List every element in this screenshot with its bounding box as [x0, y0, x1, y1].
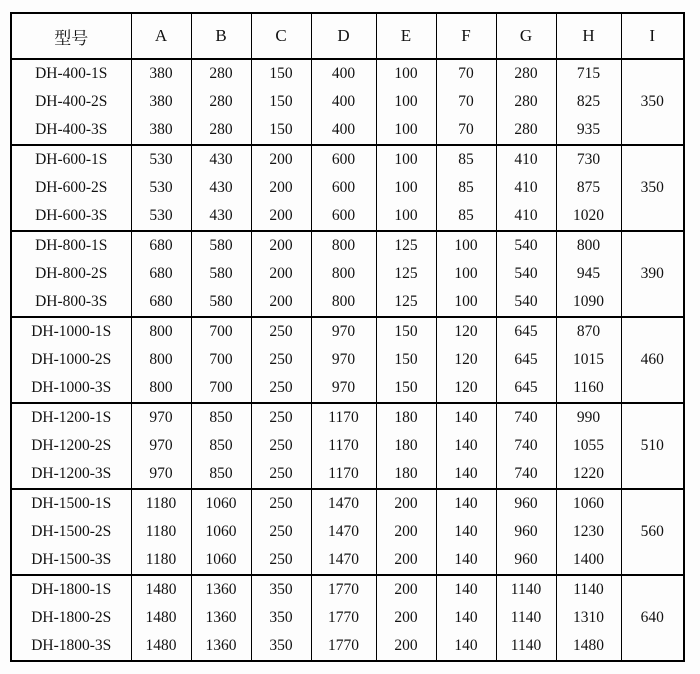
table-row	[11, 288, 684, 317]
value-cell: 120	[436, 317, 496, 346]
table-row	[11, 59, 684, 88]
value-cell: 70	[436, 88, 496, 116]
model-cell: DH-1200-2S	[11, 432, 131, 460]
table-row	[11, 403, 684, 432]
table-row	[11, 575, 684, 604]
value-cell: 1170	[311, 432, 376, 460]
value-cell: 100	[376, 202, 436, 231]
value-cell: 100	[376, 145, 436, 174]
value-cell: 700	[191, 346, 251, 374]
value-cell: 200	[376, 575, 436, 604]
value-cell: 380	[131, 116, 191, 145]
value-cell: 140	[436, 460, 496, 489]
spec-group	[11, 575, 684, 661]
model-cell: DH-400-2S	[11, 88, 131, 116]
value-cell: 140	[436, 432, 496, 460]
spec-group	[11, 403, 684, 489]
value-cell: 150	[376, 346, 436, 374]
value-cell: 280	[191, 116, 251, 145]
value-cell: 1480	[131, 632, 191, 661]
value-cell: 180	[376, 460, 436, 489]
header-cell-g: G	[496, 13, 556, 59]
table-row	[11, 88, 684, 116]
model-cell: DH-1200-1S	[11, 403, 131, 432]
merged-i-cell: 640	[621, 575, 684, 661]
value-cell: 280	[496, 59, 556, 88]
value-cell: 200	[376, 518, 436, 546]
value-cell: 1015	[556, 346, 621, 374]
model-cell: DH-1000-3S	[11, 374, 131, 403]
model-cell: DH-600-3S	[11, 202, 131, 231]
value-cell: 800	[556, 231, 621, 260]
value-cell: 200	[251, 202, 311, 231]
header-cell-i: I	[621, 13, 684, 59]
header-cell-model: 型号	[11, 13, 131, 59]
model-cell: DH-1800-2S	[11, 604, 131, 632]
table-row	[11, 518, 684, 546]
value-cell: 700	[191, 317, 251, 346]
header-cell-f: F	[436, 13, 496, 59]
value-cell: 350	[251, 604, 311, 632]
value-cell: 100	[376, 88, 436, 116]
value-cell: 530	[131, 202, 191, 231]
value-cell: 600	[311, 145, 376, 174]
value-cell: 100	[376, 59, 436, 88]
model-cell: DH-800-2S	[11, 260, 131, 288]
value-cell: 250	[251, 403, 311, 432]
model-cell: DH-800-3S	[11, 288, 131, 317]
value-cell: 970	[131, 460, 191, 489]
value-cell: 250	[251, 546, 311, 575]
value-cell: 125	[376, 231, 436, 260]
model-cell: DH-800-1S	[11, 231, 131, 260]
value-cell: 1140	[556, 575, 621, 604]
value-cell: 85	[436, 174, 496, 202]
value-cell: 935	[556, 116, 621, 145]
value-cell: 280	[191, 59, 251, 88]
table-row	[11, 489, 684, 518]
value-cell: 1060	[191, 546, 251, 575]
value-cell: 580	[191, 231, 251, 260]
merged-i-cell: 350	[621, 59, 684, 145]
value-cell: 150	[376, 317, 436, 346]
value-cell: 1360	[191, 632, 251, 661]
value-cell: 400	[311, 116, 376, 145]
value-cell: 580	[191, 288, 251, 317]
value-cell: 680	[131, 231, 191, 260]
value-cell: 540	[496, 288, 556, 317]
value-cell: 970	[311, 346, 376, 374]
spec-group	[11, 59, 684, 145]
value-cell: 250	[251, 489, 311, 518]
value-cell: 740	[496, 460, 556, 489]
model-cell: DH-1500-3S	[11, 546, 131, 575]
value-cell: 200	[251, 231, 311, 260]
value-cell: 800	[131, 317, 191, 346]
value-cell: 1140	[496, 575, 556, 604]
value-cell: 200	[376, 604, 436, 632]
value-cell: 1770	[311, 632, 376, 661]
value-cell: 680	[131, 260, 191, 288]
value-cell: 250	[251, 432, 311, 460]
model-cell: DH-1500-1S	[11, 489, 131, 518]
table-header	[11, 13, 684, 59]
value-cell: 1310	[556, 604, 621, 632]
value-cell: 200	[376, 489, 436, 518]
value-cell: 100	[436, 260, 496, 288]
value-cell: 850	[191, 432, 251, 460]
value-cell: 960	[496, 546, 556, 575]
header-cell-e: E	[376, 13, 436, 59]
spec-table-container	[10, 12, 685, 662]
value-cell: 1480	[131, 575, 191, 604]
header-row	[11, 13, 684, 59]
value-cell: 715	[556, 59, 621, 88]
merged-i-cell: 560	[621, 489, 684, 575]
value-cell: 250	[251, 346, 311, 374]
value-cell: 200	[376, 546, 436, 575]
value-cell: 800	[131, 346, 191, 374]
value-cell: 350	[251, 575, 311, 604]
value-cell: 430	[191, 202, 251, 231]
value-cell: 1770	[311, 604, 376, 632]
value-cell: 645	[496, 374, 556, 403]
table-row	[11, 145, 684, 174]
value-cell: 1480	[556, 632, 621, 661]
value-cell: 150	[376, 374, 436, 403]
value-cell: 1770	[311, 575, 376, 604]
model-cell: DH-400-1S	[11, 59, 131, 88]
value-cell: 800	[311, 231, 376, 260]
value-cell: 1470	[311, 489, 376, 518]
spec-group	[11, 145, 684, 231]
value-cell: 1220	[556, 460, 621, 489]
value-cell: 140	[436, 632, 496, 661]
value-cell: 1140	[496, 632, 556, 661]
value-cell: 850	[191, 403, 251, 432]
value-cell: 140	[436, 575, 496, 604]
value-cell: 1060	[556, 489, 621, 518]
value-cell: 400	[311, 59, 376, 88]
value-cell: 825	[556, 88, 621, 116]
value-cell: 1055	[556, 432, 621, 460]
value-cell: 600	[311, 202, 376, 231]
value-cell: 120	[436, 346, 496, 374]
model-cell: DH-1800-1S	[11, 575, 131, 604]
model-cell: DH-1000-1S	[11, 317, 131, 346]
header-cell-h: H	[556, 13, 621, 59]
value-cell: 140	[436, 489, 496, 518]
value-cell: 120	[436, 374, 496, 403]
value-cell: 250	[251, 317, 311, 346]
value-cell: 970	[131, 432, 191, 460]
table-row	[11, 202, 684, 231]
value-cell: 875	[556, 174, 621, 202]
value-cell: 410	[496, 202, 556, 231]
value-cell: 1140	[496, 604, 556, 632]
table-row	[11, 317, 684, 346]
value-cell: 580	[191, 260, 251, 288]
spec-table	[10, 12, 685, 662]
value-cell: 1090	[556, 288, 621, 317]
value-cell: 600	[311, 174, 376, 202]
header-cell-d: D	[311, 13, 376, 59]
value-cell: 140	[436, 546, 496, 575]
value-cell: 970	[311, 317, 376, 346]
value-cell: 1060	[191, 489, 251, 518]
table-row	[11, 116, 684, 145]
value-cell: 990	[556, 403, 621, 432]
table-row	[11, 604, 684, 632]
value-cell: 250	[251, 518, 311, 546]
value-cell: 280	[496, 116, 556, 145]
value-cell: 200	[251, 288, 311, 317]
value-cell: 380	[131, 88, 191, 116]
value-cell: 200	[251, 260, 311, 288]
value-cell: 100	[376, 174, 436, 202]
value-cell: 350	[251, 632, 311, 661]
table-row	[11, 346, 684, 374]
model-cell: DH-1800-3S	[11, 632, 131, 661]
header-cell-c: C	[251, 13, 311, 59]
value-cell: 1170	[311, 460, 376, 489]
value-cell: 945	[556, 260, 621, 288]
value-cell: 280	[191, 88, 251, 116]
value-cell: 430	[191, 174, 251, 202]
value-cell: 800	[131, 374, 191, 403]
value-cell: 150	[251, 59, 311, 88]
value-cell: 1470	[311, 546, 376, 575]
value-cell: 150	[251, 88, 311, 116]
value-cell: 100	[436, 288, 496, 317]
value-cell: 1230	[556, 518, 621, 546]
value-cell: 1060	[191, 518, 251, 546]
value-cell: 180	[376, 432, 436, 460]
value-cell: 125	[376, 260, 436, 288]
value-cell: 540	[496, 260, 556, 288]
value-cell: 380	[131, 59, 191, 88]
value-cell: 410	[496, 145, 556, 174]
table-row	[11, 231, 684, 260]
value-cell: 960	[496, 518, 556, 546]
value-cell: 970	[311, 374, 376, 403]
value-cell: 1180	[131, 546, 191, 575]
value-cell: 740	[496, 432, 556, 460]
value-cell: 1170	[311, 403, 376, 432]
value-cell: 250	[251, 460, 311, 489]
value-cell: 700	[191, 374, 251, 403]
merged-i-cell: 460	[621, 317, 684, 403]
value-cell: 850	[191, 460, 251, 489]
spec-group	[11, 231, 684, 317]
value-cell: 180	[376, 403, 436, 432]
value-cell: 870	[556, 317, 621, 346]
value-cell: 645	[496, 317, 556, 346]
model-cell: DH-600-1S	[11, 145, 131, 174]
table-row	[11, 260, 684, 288]
value-cell: 1180	[131, 518, 191, 546]
value-cell: 70	[436, 116, 496, 145]
table-row	[11, 546, 684, 575]
value-cell: 100	[436, 231, 496, 260]
model-cell: DH-400-3S	[11, 116, 131, 145]
merged-i-cell: 390	[621, 231, 684, 317]
value-cell: 730	[556, 145, 621, 174]
model-cell: DH-1000-2S	[11, 346, 131, 374]
value-cell: 1180	[131, 489, 191, 518]
value-cell: 960	[496, 489, 556, 518]
value-cell: 250	[251, 374, 311, 403]
value-cell: 280	[496, 88, 556, 116]
merged-i-cell: 510	[621, 403, 684, 489]
model-cell: DH-1500-2S	[11, 518, 131, 546]
value-cell: 430	[191, 145, 251, 174]
value-cell: 1020	[556, 202, 621, 231]
model-cell: DH-600-2S	[11, 174, 131, 202]
value-cell: 140	[436, 518, 496, 546]
value-cell: 1160	[556, 374, 621, 403]
value-cell: 200	[251, 174, 311, 202]
table-row	[11, 460, 684, 489]
header-cell-b: B	[191, 13, 251, 59]
spec-group	[11, 489, 684, 575]
value-cell: 200	[376, 632, 436, 661]
value-cell: 140	[436, 604, 496, 632]
value-cell: 1360	[191, 575, 251, 604]
value-cell: 530	[131, 174, 191, 202]
value-cell: 800	[311, 260, 376, 288]
value-cell: 140	[436, 403, 496, 432]
model-cell: DH-1200-3S	[11, 460, 131, 489]
value-cell: 970	[131, 403, 191, 432]
value-cell: 800	[311, 288, 376, 317]
table-row	[11, 374, 684, 403]
spec-group	[11, 317, 684, 403]
table-row	[11, 432, 684, 460]
value-cell: 645	[496, 346, 556, 374]
value-cell: 70	[436, 59, 496, 88]
value-cell: 540	[496, 231, 556, 260]
value-cell: 100	[376, 116, 436, 145]
value-cell: 680	[131, 288, 191, 317]
value-cell: 85	[436, 202, 496, 231]
value-cell: 400	[311, 88, 376, 116]
value-cell: 1480	[131, 604, 191, 632]
value-cell: 410	[496, 174, 556, 202]
value-cell: 1470	[311, 518, 376, 546]
value-cell: 200	[251, 145, 311, 174]
value-cell: 125	[376, 288, 436, 317]
value-cell: 85	[436, 145, 496, 174]
merged-i-cell: 350	[621, 145, 684, 231]
value-cell: 740	[496, 403, 556, 432]
table-row	[11, 174, 684, 202]
value-cell: 1360	[191, 604, 251, 632]
value-cell: 530	[131, 145, 191, 174]
value-cell: 150	[251, 116, 311, 145]
header-cell-a: A	[131, 13, 191, 59]
value-cell: 1400	[556, 546, 621, 575]
table-row	[11, 632, 684, 661]
